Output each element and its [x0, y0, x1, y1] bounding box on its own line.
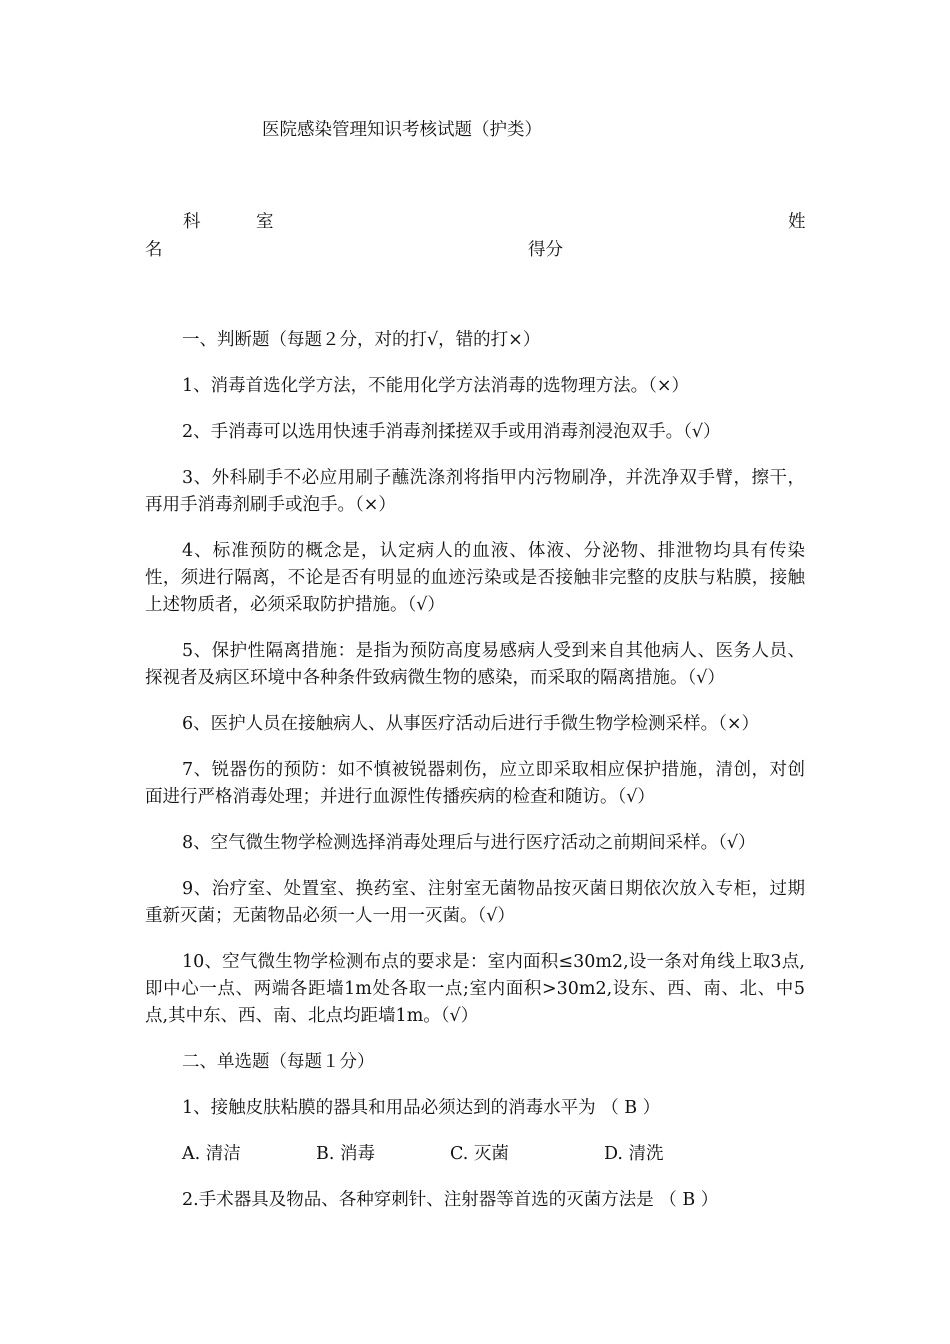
question-item: 2、手消毒可以选用快速手消毒剂揉搓双手或用消毒剂浸泡双手。（√）: [182, 422, 721, 442]
name-label-char-1: 姓: [788, 212, 806, 232]
dept-label-char-1: 科: [183, 212, 201, 232]
option-d: D. 清洗: [604, 1144, 664, 1164]
option-b: B. 消毒: [316, 1144, 375, 1164]
score-label: 得分: [528, 240, 563, 260]
option-a: A. 清洁: [182, 1144, 241, 1164]
info-line-top: [145, 208, 805, 232]
question-item: 4、标准预防的概念是，认定病人的血液、体液、分泌物、排泄物均具有传染性，须进行隔离，不论是否有明显的血迹污染或是否接触非完整的皮肤与粘膜，接触上述物质者，必须采取防护措施。（√）: [145, 541, 805, 615]
page-title: 医院感染管理知识考核试题（护类）: [262, 120, 542, 140]
dept-label-char-2: 室: [256, 212, 274, 232]
info-line-bottom: [145, 236, 805, 260]
question-item: 1、接触皮肤粘膜的器具和用品必须达到的消毒水平为 （ B ）: [182, 1098, 661, 1118]
option-c: C. 灭菌: [450, 1144, 509, 1164]
question-item: 5、保护性隔离措施：是指为预防高度易感病人受到来自其他病人、医务人员、探视者及病区环境中各种条件致病微生物的感染，而采取的隔离措施。（√）: [145, 641, 805, 688]
question-item: 10、空气微生物学检测布点的要求是：室内面积≤30m2,设一条对角线上取3点,即中心一点、两端各距墙1m处各取一点;室内面积>30m2,设东、西、南、北、中5点,其中东、西、南、北点均距墙1m。（√）: [145, 952, 805, 1026]
document-body: [145, 327, 805, 1233]
question-item: 6、医护人员在接触病人、从事医疗活动后进行手微生物学检测采样。（×）: [182, 714, 760, 734]
question-item: 9、治疗室、处置室、换药室、注射室无菌物品按灭菌日期依次放入专柜，过期重新灭菌；无菌物品必须一人一用一灭菌。（√）: [145, 879, 805, 926]
question-item: 2.手术器具及物品、各种穿刺针、注射器等首选的灭菌方法是 （ B ）: [182, 1190, 719, 1210]
section-heading-single-choice: 二、单选题（每题１分）: [182, 1052, 375, 1072]
section-heading-true-false: 一、判断题（每题２分，对的打√，错的打×）: [182, 330, 541, 350]
question-item: 1、消毒首选化学方法，不能用化学方法消毒的选物理方法。（×）: [182, 376, 690, 396]
answer-options: [145, 1141, 805, 1168]
question-item: 8、空气微生物学检测选择消毒处理后与进行医疗活动之前期间采样。（√）: [182, 833, 756, 853]
question-item: 3、外科刷手不必应用刷子蘸洗涤剂将指甲内污物刷净，并洗净双手臂，擦干，再用手消毒剂刷手或泡手。（×）: [145, 468, 805, 515]
name-label-char-2: 名: [145, 240, 163, 260]
question-item: 7、锐器伤的预防：如不慎被锐器刺伤，应立即采取相应保护措施，清创，对创面进行严格消毒处理；并进行血源性传播疾病的检查和随访。（√）: [145, 760, 805, 807]
